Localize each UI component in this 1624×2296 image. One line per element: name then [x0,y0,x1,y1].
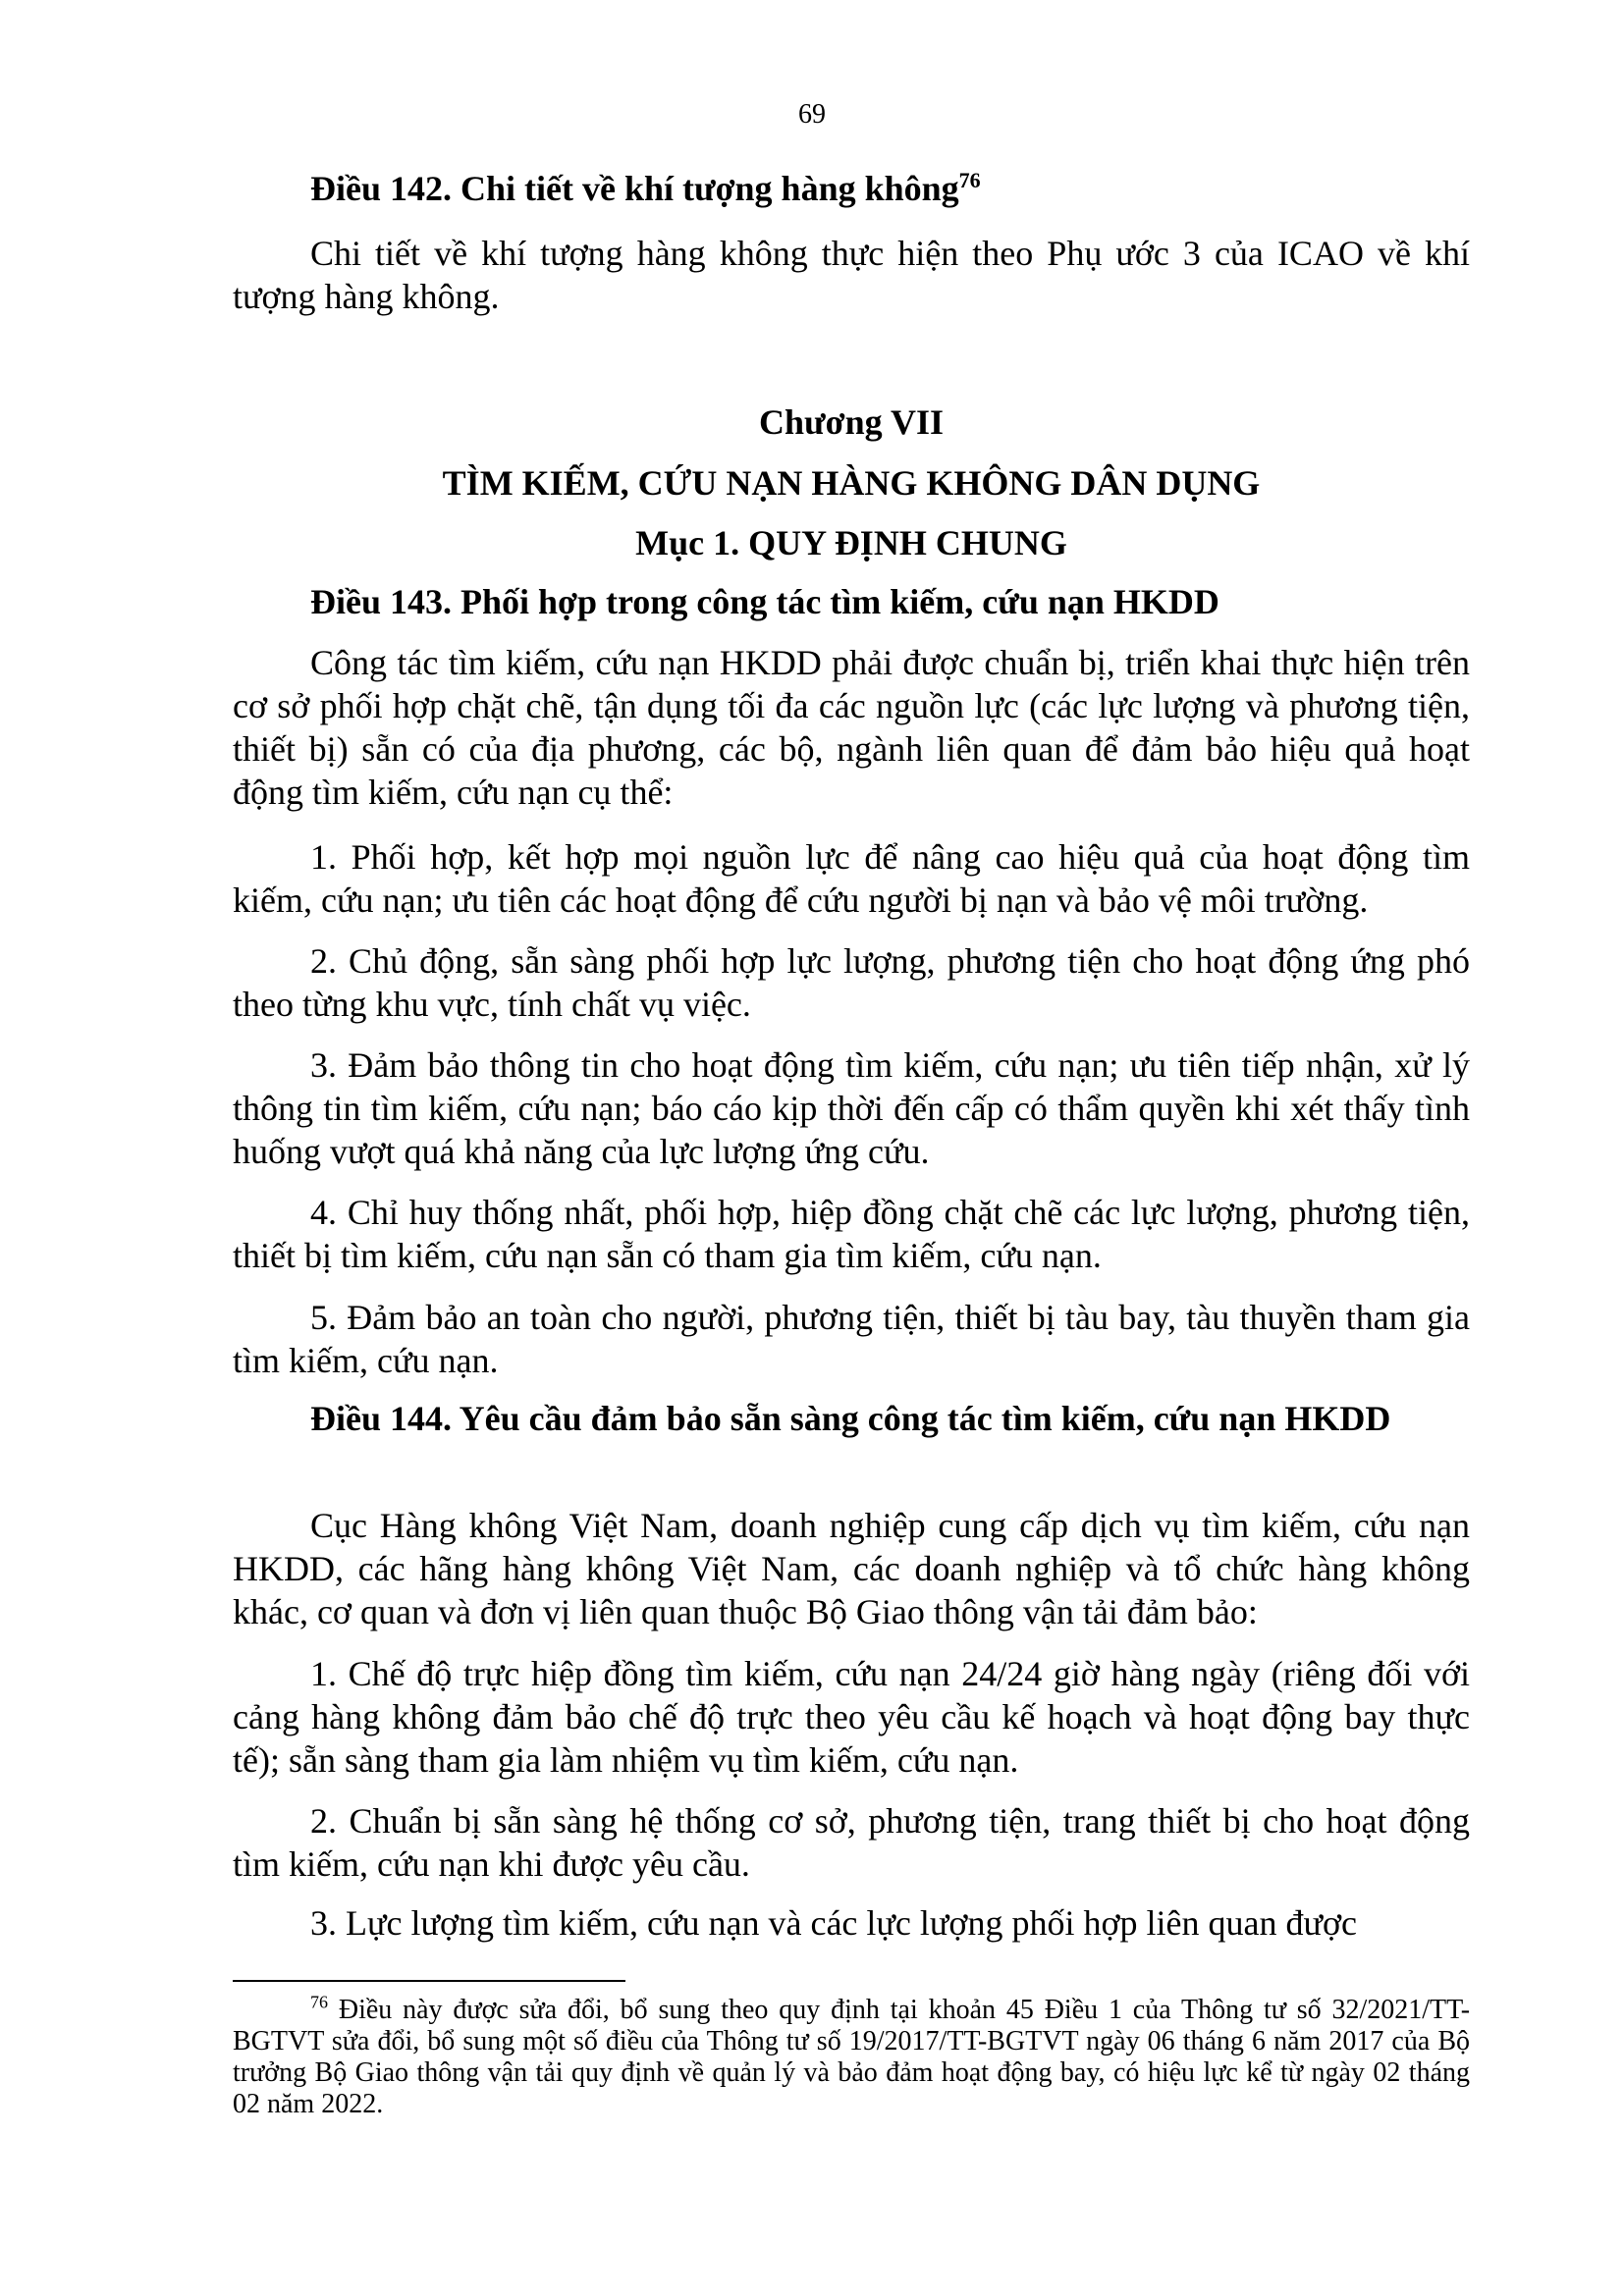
footnote-text: Điều này được sửa đổi, bổ sung theo quy định tại khoản 45 Điều 1 của Thông tư số 32/2021/TT-BGTVT sửa đổi, bổ sung một số điều của Thông tư số 19/2017/TT-BGTVT ngày 06 tháng 6 năm 2017 của Bộ trưởng Bộ Giao thông vận tải quy định về quản lý và bảo đảm hoạt động bay, có hiệu lực kể từ ngày 02 tháng 02 năm 2022. [233,1995,1471,2119]
article-143-item: 1. Phối hợp, kết hợp mọi nguồn lực để nâng cao hiệu quả của hoạt động tìm kiếm, cứu nạn; ưu tiên các hoạt động để cứu người bị nạn và bảo vệ môi trường. [233,837,1470,920]
article-143-item: 4. Chỉ huy thống nhất, phối hợp, hiệp đồng chặt chẽ các lực lượng, phương tiện, thiết bị tìm kiếm, cứu nạn sẵn có tham gia tìm kiếm, cứu nạn. [233,1193,1470,1275]
chapter-label: Chương VII [759,402,944,442]
article-143-intro: Công tác tìm kiếm, cứu nạn HKDD phải được chuẩn bị, triển khai thực hiện trên cơ sở phối hợp chặt chẽ, tận dụng tối đa các nguồn lực (các lực lượng và phương tiện, thiết bị) sẵn có của địa phương, các bộ, ngành liên quan để đảm bảo hiệu quả hoạt động tìm kiếm, cứu nạn cụ thể: [233,643,1470,812]
article-142-body: Chi tiết về khí tượng hàng không thực hiện theo Phụ ước 3 của ICAO về khí tượng hàng không. [233,234,1470,316]
page-number: 69 [798,99,826,130]
section-title: Mục 1. QUY ĐỊNH CHUNG [635,523,1067,562]
article-143-item: 5. Đảm bảo an toàn cho người, phương tiện, thiết bị tàu bay, tàu thuyền tham gia tìm kiếm, cứu nạn. [233,1298,1470,1380]
footnote [233,1992,1471,2120]
footnote-number: 76 [310,1992,328,2012]
article-143-heading: Điều 143. Phối hợp trong công tác tìm kiếm, cứu nạn HKDD [310,582,1219,621]
article-144-item: 1. Chế độ trực hiệp đồng tìm kiếm, cứu nạn 24/24 giờ hàng ngày (riêng đối với cảng hàng không đảm bảo chế độ trực theo yêu cầu kế hoạch và hoạt động bay thực tế); sẵn sàng tham gia làm nhiệm vụ tìm kiếm, cứu nạn. [233,1654,1470,1780]
footnote-ref-76[interactable]: 76 [958,168,981,192]
footnote-separator [233,1980,625,1982]
chapter-title: TÌM KIẾM, CỨU NẠN HÀNG KHÔNG DÂN DỤNG [442,463,1261,503]
article-144-item: 3. Lực lượng tìm kiếm, cứu nạn và các lực lượng phối hợp liên quan được [310,1903,1357,1943]
article-142-title: Điều 142. Chi tiết về khí tượng hàng không [310,169,959,208]
article-143-item: 2. Chủ động, sẵn sàng phối hợp lực lượng, phương tiện cho hoạt động ứng phó theo từng khu vực, tính chất vụ việc. [233,941,1470,1024]
article-143-item: 3. Đảm bảo thông tin cho hoạt động tìm kiếm, cứu nạn; ưu tiên tiếp nhận, xử lý thông tin tìm kiếm, cứu nạn; báo cáo kịp thời đến cấp có thẩm quyền khi xét thấy tình huống vượt quá khả năng của lực lượng ứng cứu. [233,1045,1470,1171]
article-142-heading [233,167,1470,210]
article-144-heading: Điều 144. Yêu cầu đảm bảo sẵn sàng công tác tìm kiếm, cứu nạn HKDD [310,1399,1391,1438]
article-144-item: 2. Chuẩn bị sẵn sàng hệ thống cơ sở, phương tiện, trang thiết bị cho hoạt động tìm kiếm, cứu nạn khi được yêu cầu. [233,1801,1470,1884]
article-144-intro: Cục Hàng không Việt Nam, doanh nghiệp cung cấp dịch vụ tìm kiếm, cứu nạn HKDD, các hãng hàng không Việt Nam, các doanh nghiệp và tổ chức hàng không khác, cơ quan và đơn vị liên quan thuộc Bộ Giao thông vận tải đảm bảo: [233,1506,1470,1631]
